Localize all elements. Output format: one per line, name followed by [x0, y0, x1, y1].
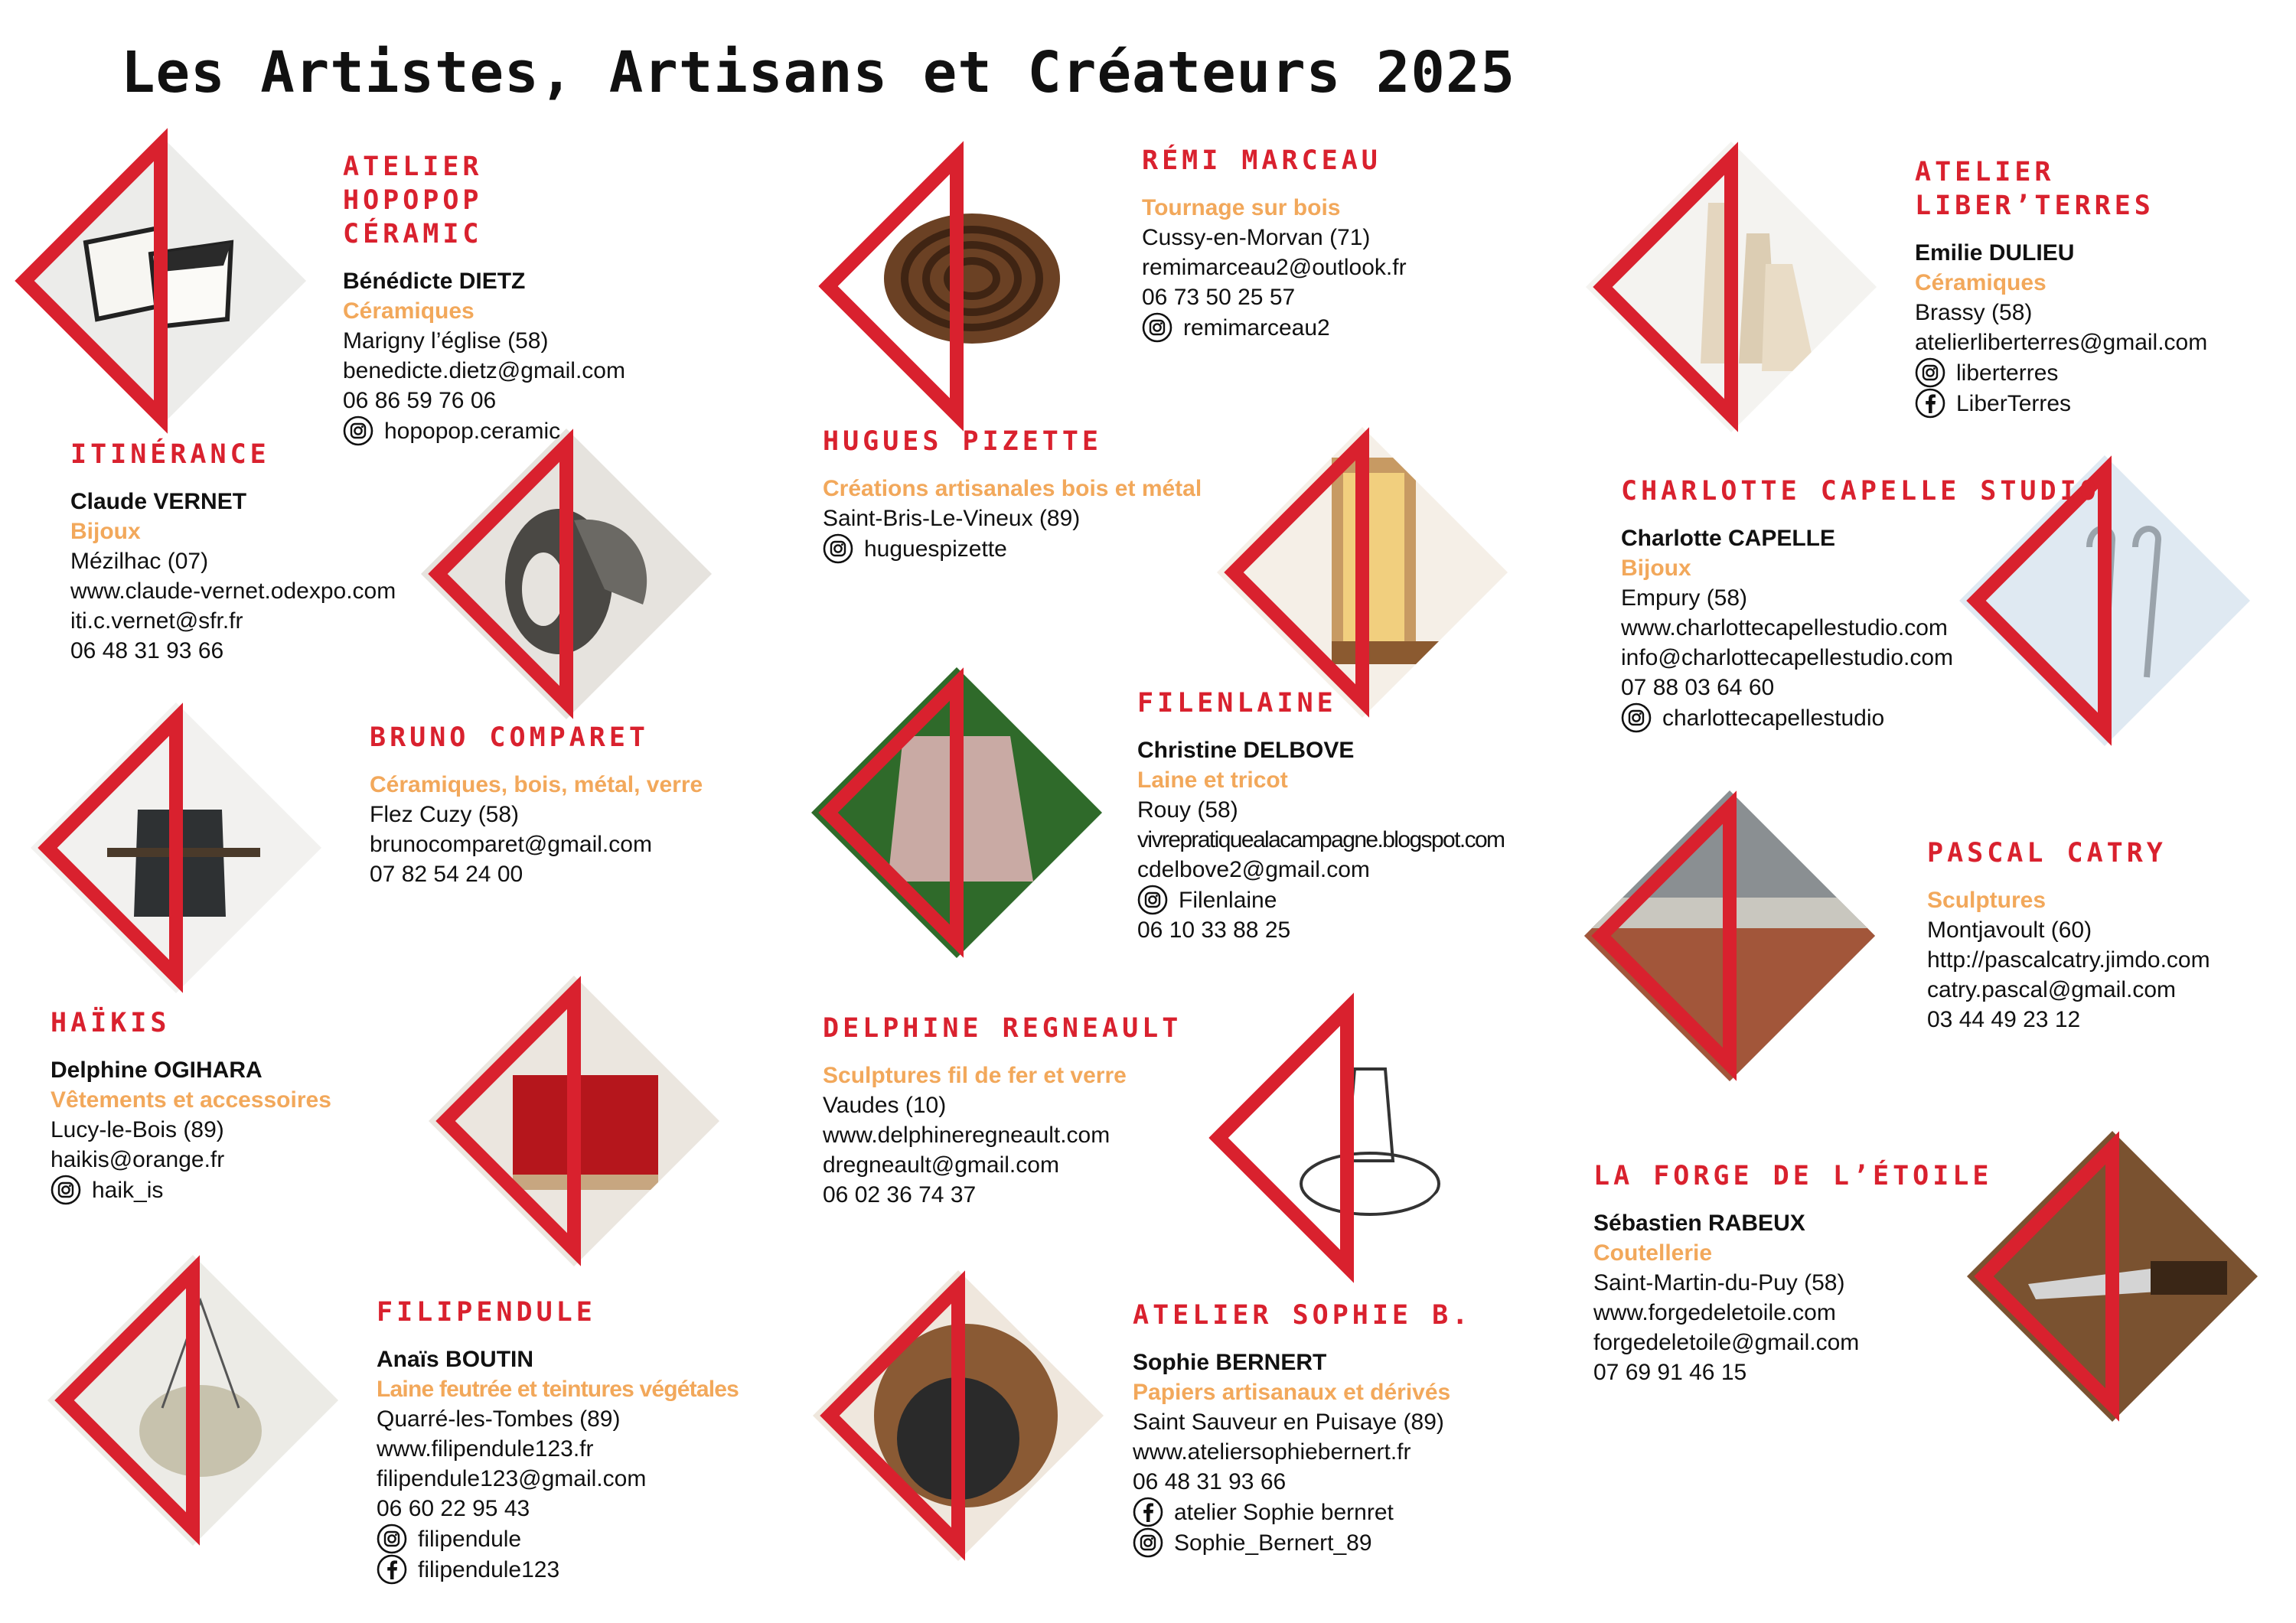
entry-email[interactable]: info@charlottecapellestudio.com — [1621, 645, 1954, 670]
entry-phone: 06 86 59 76 06 — [343, 388, 497, 413]
social-handle: Filenlaine — [1179, 887, 1277, 913]
image-red-pouch — [429, 976, 735, 1266]
entry-category: Céramiques — [343, 298, 475, 324]
social-handle: filipendule — [418, 1526, 522, 1552]
image-wood-lamp — [1217, 427, 1523, 718]
entry-instagram[interactable] — [377, 1524, 739, 1554]
social-handle: filipendule123 — [418, 1556, 560, 1582]
social-handle: remimarceau2 — [1183, 314, 1330, 341]
entry-bruno-comparet — [370, 721, 703, 889]
entry-location: Mézilhac (07) — [70, 549, 209, 574]
entry-phone: 06 10 33 88 25 — [1137, 917, 1291, 943]
image-ceramic-vases — [1586, 142, 1892, 432]
image-felt-planter — [47, 1255, 354, 1546]
instagram-icon — [1621, 702, 1652, 733]
entry-name: CHARLOTTE CAPELLE STUDIO — [1621, 476, 2100, 507]
entry-itinerance — [70, 438, 396, 666]
entry-person: Anaïs BOUTIN — [377, 1347, 534, 1372]
entry-phone: 06 48 31 93 66 — [1133, 1469, 1287, 1494]
entry-category: Papiers artisanaux et dérivés — [1133, 1380, 1451, 1405]
entry-name: ATELIER HOPOPOP CÉRAMIC — [343, 152, 483, 249]
instagram-icon — [51, 1175, 81, 1205]
entry-email[interactable]: forgedeletoile@gmail.com — [1593, 1330, 1860, 1355]
instagram-icon — [1133, 1527, 1163, 1558]
entry-name: PASCAL CATRY — [1927, 838, 2167, 869]
entry-person: Christine DELBOVE — [1137, 738, 1355, 763]
entry-phone: 03 44 49 23 12 — [1927, 1007, 2081, 1032]
entry-instagram[interactable] — [1621, 702, 2100, 733]
entry-name: RÉMI MARCEAU — [1142, 145, 1381, 176]
entry-website[interactable]: www.ateliersophiebernert.fr — [1133, 1439, 1411, 1465]
entry-email[interactable]: cdelbove2@gmail.com — [1137, 857, 1370, 882]
entry-charlotte-capelle-studio — [1621, 474, 2100, 733]
image-wood-spiral — [811, 141, 1117, 432]
entry-person: Sébastien RABEUX — [1593, 1211, 1805, 1236]
entry-location: Quarré-les-Tombes (89) — [377, 1406, 621, 1432]
entry-email[interactable]: brunocomparet@gmail.com — [370, 832, 652, 857]
entry-email[interactable]: remimarceau2@outlook.fr — [1142, 255, 1407, 280]
entry-name: DELPHINE REGNEAULT — [823, 1013, 1182, 1044]
entry-filipendule — [377, 1295, 739, 1585]
entry-category: Céramiques, bois, métal, verre — [370, 772, 703, 797]
entry-email[interactable]: haikis@orange.fr — [51, 1147, 225, 1172]
entry-name: FILENLAINE — [1137, 688, 1337, 719]
entry-email[interactable]: atelierliberterres@gmail.com — [1915, 330, 2208, 355]
entry-email[interactable]: catry.pascal@gmail.com — [1927, 977, 2176, 1002]
entry-website[interactable]: http://pascalcatry.jimdo.com — [1927, 947, 2210, 973]
facebook-icon — [377, 1554, 407, 1585]
image-ring — [413, 429, 719, 719]
entry-person: Delphine OGIHARA — [51, 1058, 263, 1083]
entry-location: Saint-Bris-Le-Vineux (89) — [823, 506, 1081, 531]
entry-atelier-liberterres — [1915, 155, 2296, 419]
entry-name: FILIPENDULE — [377, 1297, 596, 1328]
entry-phone: 07 69 91 46 15 — [1593, 1360, 1747, 1385]
entry-filenlaine — [1137, 686, 1504, 945]
entry-phone: 06 48 31 93 66 — [70, 638, 224, 663]
entry-hugues-pizette — [823, 425, 1202, 564]
entry-email[interactable]: dregneault@gmail.com — [823, 1152, 1059, 1178]
entry-pascal-catry — [1927, 836, 2210, 1035]
facebook-icon — [1915, 388, 1945, 419]
entry-phone: 06 02 36 74 37 — [823, 1182, 977, 1207]
entry-facebook[interactable] — [1915, 388, 2296, 419]
entry-website[interactable]: www.charlottecapellestudio.com — [1621, 615, 1948, 640]
image-knit-jacket — [811, 667, 1117, 958]
image-dark-pot — [31, 702, 337, 993]
entry-category: Laine feutrée et teintures végétales — [377, 1377, 739, 1402]
entry-email[interactable]: iti.c.vernet@sfr.fr — [70, 608, 243, 634]
facebook-icon — [1133, 1497, 1163, 1527]
entry-website[interactable]: www.forgedeletoile.com — [1593, 1300, 1836, 1325]
entry-name: ITINÉRANCE — [70, 439, 270, 470]
entry-person: Emilie DULIEU — [1915, 240, 2075, 266]
instagram-icon — [1142, 312, 1172, 343]
social-handle: charlottecapellestudio — [1662, 705, 1885, 731]
instagram-icon — [377, 1524, 407, 1554]
entry-category: Vêtements et accessoires — [51, 1087, 331, 1113]
entry-atelier-sophie-b — [1133, 1299, 1472, 1558]
entry-category: Tournage sur bois — [1142, 195, 1341, 220]
entry-person: Charlotte CAPELLE — [1621, 526, 1836, 551]
entry-category: Coutellerie — [1593, 1240, 1713, 1266]
social-handle: hopopop.ceramic — [384, 418, 561, 444]
entry-facebook[interactable] — [1133, 1497, 1472, 1527]
entry-name: ATELIER SOPHIE B. — [1133, 1300, 1473, 1331]
entry-location: Saint Sauveur en Puisaye (89) — [1133, 1410, 1444, 1435]
entry-instagram[interactable] — [1915, 357, 2296, 388]
entry-category: Sculptures fil de fer et verre — [823, 1063, 1127, 1088]
entry-name: ATELIER LIBER’TERRES — [1915, 157, 2154, 221]
entry-category: Céramiques — [1915, 270, 2047, 295]
entry-location: Lucy-le-Bois (89) — [51, 1117, 224, 1142]
entry-category: Créations artisanales bois et métal — [823, 476, 1202, 501]
entry-phone: 06 73 50 25 57 — [1142, 285, 1296, 310]
entry-location: Rouy (58) — [1137, 797, 1238, 823]
entry-instagram[interactable] — [51, 1175, 331, 1205]
instagram-icon — [823, 533, 853, 564]
entry-location: Flez Cuzy (58) — [370, 802, 520, 827]
instagram-icon — [1915, 357, 1945, 388]
image-wire-sculpture — [1202, 992, 1508, 1283]
social-handle: liberterres — [1956, 360, 2059, 386]
entry-person: Claude VERNET — [70, 489, 247, 514]
entry-website[interactable]: www.delphineregneault.com — [823, 1123, 1110, 1148]
entry-instagram[interactable] — [823, 533, 1202, 564]
entry-name: HUGUES PIZETTE — [823, 426, 1103, 457]
social-handle: Sophie_Bernert_89 — [1174, 1530, 1372, 1556]
entry-facebook[interactable] — [377, 1554, 739, 1585]
entry-category: Laine et tricot — [1137, 768, 1288, 793]
social-handle: haik_is — [92, 1177, 164, 1203]
entry-name: LA FORGE DE L’ÉTOILE — [1593, 1161, 1993, 1191]
entry-haikis — [51, 1006, 331, 1205]
entry-name: HAÏKIS — [51, 1008, 171, 1038]
social-handle: atelier Sophie bernret — [1174, 1499, 1394, 1525]
entry-location: Empury (58) — [1621, 585, 1748, 611]
entry-phone: 07 88 03 64 60 — [1621, 675, 1775, 700]
entry-atelier-hopopop-ceramic — [343, 150, 625, 446]
entry-location: Saint-Martin-du-Puy (58) — [1593, 1270, 1845, 1295]
entry-website[interactable]: www.filipendule123.fr — [377, 1436, 594, 1462]
entry-location: Montjavoult (60) — [1927, 917, 2092, 943]
entry-email[interactable]: benedicte.dietz@gmail.com — [343, 358, 625, 383]
image-metal-sculpture — [1584, 790, 1890, 1081]
entry-category: Bijoux — [70, 519, 141, 544]
entry-location: Vaudes (10) — [823, 1093, 947, 1118]
entry-category: Bijoux — [1621, 556, 1691, 581]
entry-website[interactable]: vivrepratiquealacampagne.blogspot.com — [1137, 827, 1505, 852]
image-knives — [1967, 1131, 2273, 1422]
entry-instagram[interactable] — [1137, 885, 1504, 915]
entry-person: Sophie BERNERT — [1133, 1350, 1327, 1375]
social-handle: huguespizette — [864, 536, 1007, 562]
entry-delphine-regneault — [823, 1012, 1182, 1210]
entry-location: Brassy (58) — [1915, 300, 2033, 325]
entry-la-forge-de-l-etoile — [1593, 1159, 1992, 1387]
image-ceramic-cups — [17, 135, 323, 426]
entry-phone: 06 60 22 95 43 — [377, 1496, 530, 1521]
entry-remi-marceau — [1142, 144, 1407, 343]
entry-location: Marigny l’église (58) — [343, 328, 549, 354]
entry-location: Cussy-en-Morvan (71) — [1142, 225, 1371, 250]
entry-instagram[interactable] — [1142, 312, 1407, 343]
social-handle: LiberTerres — [1956, 390, 2072, 416]
entry-person: Bénédicte DIETZ — [343, 269, 526, 294]
entry-email[interactable]: filipendule123@gmail.com — [377, 1466, 647, 1491]
entry-instagram[interactable] — [1133, 1527, 1472, 1558]
instagram-icon — [1137, 885, 1168, 915]
entry-category: Sculptures — [1927, 888, 2047, 913]
page-title: Les Artistes, Artisans et Créateurs 2025 — [121, 40, 1516, 106]
entry-website[interactable]: www.claude-vernet.odexpo.com — [70, 578, 396, 604]
entry-name: BRUNO COMPARET — [370, 722, 650, 753]
entry-phone: 07 82 54 24 00 — [370, 862, 523, 887]
image-paper-art — [813, 1270, 1119, 1561]
